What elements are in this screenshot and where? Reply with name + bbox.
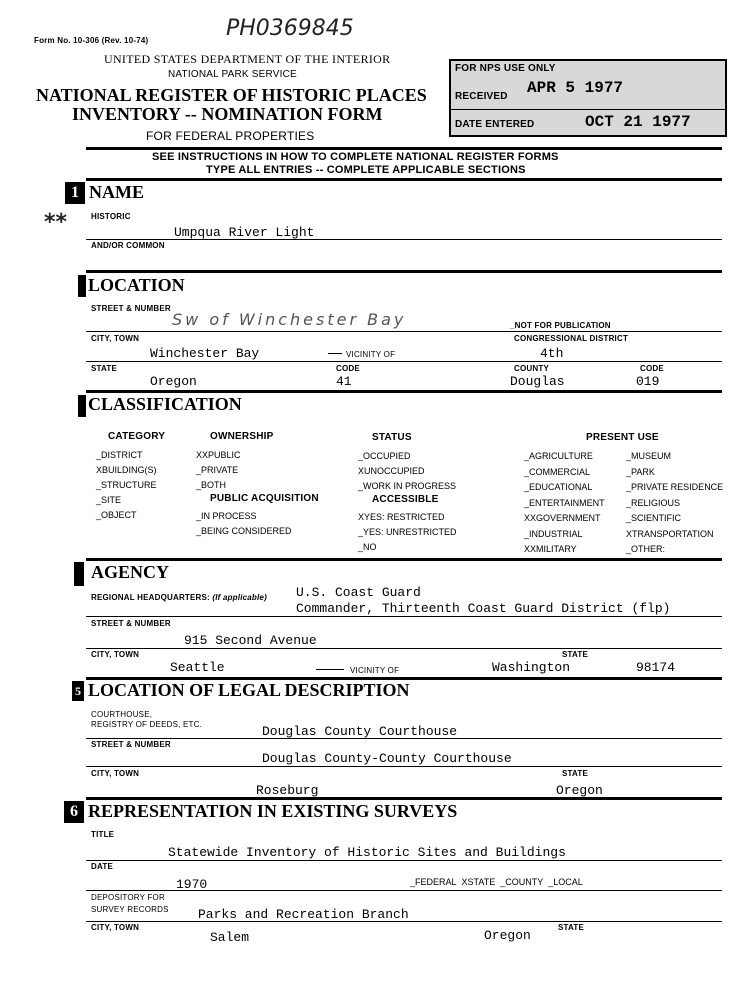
congressional-value: 4th [540, 346, 564, 361]
survey-city-label: CITY, TOWN [91, 923, 140, 932]
header-rule [86, 147, 722, 150]
survey-date-value: 1970 [176, 877, 208, 892]
section-number-6: 6 [64, 801, 84, 823]
received-stamp: APR 5 1977 [527, 79, 624, 97]
use-industrial: _INDUSTRIAL [524, 528, 583, 539]
section-number-3 [78, 395, 86, 417]
hq-value-1: U.S. Coast Guard [296, 585, 421, 600]
status-heading: STATUS [372, 432, 412, 443]
instructions-rule [86, 178, 722, 181]
date-entered-stamp: OCT 21 1977 [585, 113, 691, 131]
street-value-handwritten: Sw of Winchester Bay [172, 310, 407, 329]
ownership-list [196, 448, 241, 493]
section-number-5: 5 [72, 681, 84, 701]
state-label: STATE [91, 364, 118, 373]
acquisition-heading: PUBLIC ACQUISITION [210, 493, 319, 504]
courthouse-label-1: COURTHOUSE, [91, 710, 153, 719]
present-use-heading: PRESENT USE [586, 432, 659, 443]
use-government: XXGOVERNMENT [524, 513, 601, 523]
ownership-public: XXPUBLIC [196, 450, 241, 460]
historic-label: HISTORIC [91, 212, 131, 221]
street-label: STREET & NUMBER [91, 304, 171, 313]
category-list [96, 448, 157, 523]
depository-label-2: SURVEY RECORDS [91, 905, 169, 914]
legal-city-value: Roseburg [256, 783, 319, 798]
legal-state-label: STATE [562, 769, 589, 778]
accessible-no: _NO [358, 542, 377, 552]
section-title-surveys: REPRESENTATION IN EXISTING SURVEYS [88, 801, 458, 821]
present-use-right-list [626, 449, 723, 558]
acquisition-in-process: _IN PROCESS [196, 511, 257, 521]
accessible-list [358, 510, 457, 555]
handwritten-marks: ** [44, 210, 68, 235]
form-title-1: NATIONAL REGISTER OF HISTORIC PLACES [36, 85, 427, 105]
form-title-3: FOR FEDERAL PROPERTIES [146, 129, 315, 143]
nps-box-label: FOR NPS USE ONLY [455, 63, 556, 74]
level-county: _COUNTY [500, 877, 544, 887]
legal-street-label: STREET & NUMBER [91, 740, 171, 749]
use-commercial: _COMMERCIAL [524, 466, 591, 477]
section-title-agency: AGENCY [91, 562, 170, 582]
code-label: CODE [336, 364, 360, 373]
handwritten-id: PH0369845 [226, 16, 354, 41]
status-work-in-progress: _WORK IN PROGRESS [358, 481, 457, 491]
acquisition-list [196, 509, 292, 539]
use-transportation: XTRANSPORTATION [626, 528, 714, 539]
section-number-1: 1 [65, 182, 85, 204]
accessible-unrestricted: _YES: UNRESTRICTED [358, 527, 457, 537]
section-number-2 [78, 275, 86, 297]
use-military: XXMILITARY [524, 544, 577, 554]
agency-city-value: Seattle [170, 660, 225, 675]
received-label: RECEIVED [455, 91, 508, 102]
category-district: _DISTRICT [96, 450, 143, 460]
date-entered-label: DATE ENTERED [455, 119, 535, 130]
nps-use-box [449, 59, 727, 137]
agency-city-label: CITY, TOWN [91, 650, 140, 659]
acquisition-being-considered: _BEING CONSIDERED [196, 526, 292, 536]
depository-label-1: DEPOSITORY FOR [91, 893, 165, 902]
use-religious: _RELIGIOUS [626, 497, 681, 508]
agency-state-label: STATE [562, 650, 589, 659]
city-value: Winchester Bay [150, 346, 260, 361]
legal-city-label: CITY, TOWN [91, 769, 140, 778]
legal-street-value: Douglas County-County Courthouse [262, 751, 512, 766]
status-list [358, 449, 456, 494]
state-value: Oregon [150, 374, 197, 389]
use-agriculture: _AGRICULTURE [524, 451, 593, 461]
hq-value-2: Commander, Thirteenth Coast Guard District (flp) [296, 601, 671, 616]
code-value: 41 [336, 374, 352, 389]
agency-zip: 98174 [636, 660, 676, 675]
depository-value: Parks and Recreation Branch [198, 907, 409, 922]
ownership-private: _PRIVATE [196, 465, 239, 475]
service: NATIONAL PARK SERVICE [168, 69, 297, 80]
historic-value: Umpqua River Light [174, 225, 315, 240]
survey-levels [410, 877, 583, 887]
survey-date-label: DATE [91, 862, 113, 871]
level-federal: _FEDERAL [410, 877, 457, 887]
form-title-2: INVENTORY -- NOMINATION FORM [72, 104, 383, 124]
section-title-classification: CLASSIFICATION [88, 394, 242, 414]
use-entertainment: _ENTERTAINMENT [524, 497, 605, 508]
legal-state-value: Oregon [556, 783, 603, 798]
use-other: _OTHER: [626, 544, 666, 554]
congressional-label: CONGRESSIONAL DISTRICT [514, 334, 629, 343]
instructions-line-2: TYPE ALL ENTRIES -- COMPLETE APPLICABLE SECTIONS [206, 164, 526, 176]
agency-vicinity-label: VICINITY OF [350, 666, 400, 675]
use-scientific: _SCIENTIFIC [626, 513, 682, 523]
use-educational: _EDUCATIONAL [524, 482, 593, 492]
present-use-left-list [524, 449, 605, 558]
county-code-value: 019 [636, 374, 660, 389]
survey-title-value: Statewide Inventory of Historic Sites and Buildings [168, 845, 566, 860]
accessible-restricted: XYES: RESTRICTED [358, 512, 445, 522]
common-label: AND/OR COMMON [91, 241, 165, 250]
hq-label: REGIONAL HEADQUARTERS: (If applicable) [91, 593, 267, 602]
status-unoccupied: XUNOCCUPIED [358, 466, 425, 476]
department: UNITED STATES DEPARTMENT OF THE INTERIOR [104, 52, 391, 66]
instructions-line-1: SEE INSTRUCTIONS IN HOW TO COMPLETE NATIONAL REGISTER FORMS [152, 151, 559, 163]
level-state: XSTATE [461, 877, 496, 887]
use-museum: _MUSEUM [626, 451, 672, 461]
ownership-both: _BOTH [196, 480, 227, 490]
category-buildings: XBUILDING(S) [96, 465, 157, 475]
category-structure: _STRUCTURE [96, 480, 157, 490]
status-occupied: _OCCUPIED [358, 451, 411, 461]
category-heading: CATEGORY [108, 431, 166, 442]
survey-state-value: Oregon [484, 928, 531, 943]
survey-title-label: TITLE [91, 830, 115, 839]
section-title-location: LOCATION [88, 275, 185, 295]
courthouse-label-2: REGISTRY OF DEEDS, ETC. [91, 720, 202, 729]
section-number-4 [74, 562, 84, 586]
county-code-label: CODE [640, 364, 664, 373]
county-value: Douglas [510, 374, 565, 389]
agency-state-value: Washington [492, 660, 571, 675]
agency-street-label: STREET & NUMBER [91, 619, 171, 628]
level-local: _LOCAL [548, 877, 583, 887]
survey-city-value: Salem [210, 930, 250, 945]
use-private-residence: _PRIVATE RESIDENCE [626, 482, 724, 492]
not-for-publication: _NOT FOR PUBLICATION [510, 321, 611, 330]
ownership-heading: OWNERSHIP [210, 431, 274, 442]
county-label: COUNTY [514, 364, 549, 373]
form-number: Form No. 10-306 (Rev. 10-74) [34, 36, 149, 45]
category-object: _OBJECT [96, 510, 137, 520]
category-site: _SITE [96, 495, 122, 505]
use-park: _PARK [626, 466, 655, 477]
agency-street-value: 915 Second Avenue [184, 633, 317, 648]
city-label: CITY, TOWN [91, 334, 140, 343]
courthouse-value: Douglas County Courthouse [262, 724, 458, 739]
section-title-legal: LOCATION OF LEGAL DESCRIPTION [88, 680, 410, 700]
section-title-name: NAME [89, 182, 144, 202]
survey-state-label: STATE [558, 923, 585, 932]
vicinity-label: VICINITY OF [346, 350, 396, 359]
accessible-heading: ACCESSIBLE [372, 494, 439, 505]
